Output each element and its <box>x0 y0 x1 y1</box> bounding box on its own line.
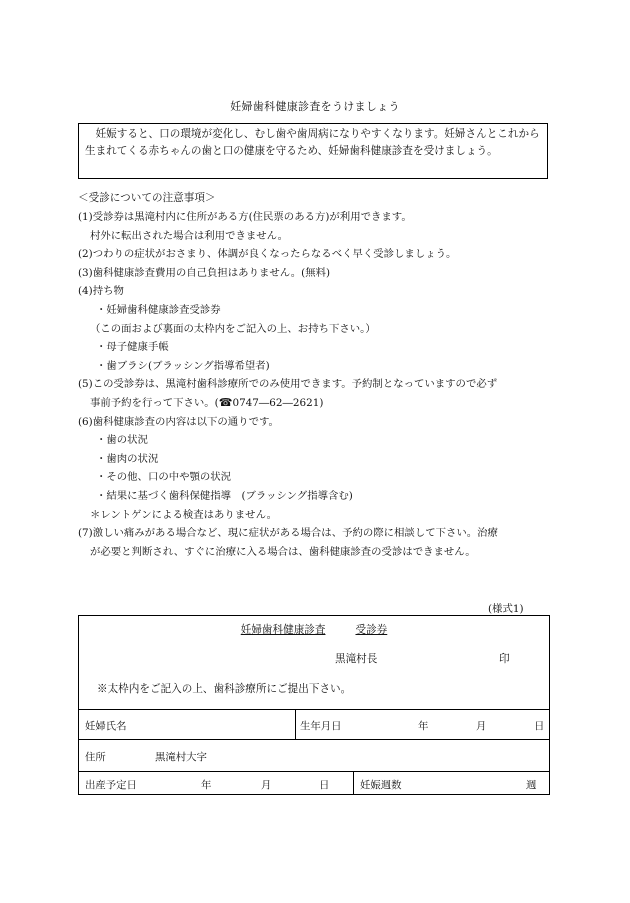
note-5: (5)この受診券は、黒滝村歯科診療所でのみ使用できます。予約制となっていますので必ず <box>78 378 498 391</box>
note-2: (2)つわりの症状がおさまり、体調が良くなったらなるべく早く受診しましょう。 <box>78 248 457 261</box>
note-6-xray: ＊レントゲンによる検査はありません。 <box>90 508 277 521</box>
name-label: 妊婦氏名 <box>85 720 127 732</box>
note-7: (7)激しい痛みがある場合など、現に症状がある場合は、予約の際に相談して下さい。治療 <box>78 527 498 540</box>
note-6-item-guidance: ・結果に基づく歯科保健指導 (ブラッシング指導含む) <box>96 489 353 502</box>
due-date-label: 出産予定日 <box>85 779 137 791</box>
note-4: (4)持ち物 <box>78 285 124 298</box>
note-7-detail: が必要と判断され、すぐに治療に入る場合は、歯科健康診査の受診はできません。 <box>90 545 476 558</box>
pregnancy-weeks-label: 妊娠週数 <box>360 779 402 791</box>
birthdate-label: 生年月日 <box>300 720 342 732</box>
row-address <box>79 739 549 771</box>
row-due-weeks <box>79 771 549 795</box>
note-4-item-handbook: ・母子健康手帳 <box>96 341 169 354</box>
pregnancy-weeks-field[interactable] <box>353 772 548 795</box>
note-1: (1)受診券は黒滝村内に住所がある方(住民票のある方)が利用できます。 <box>78 211 412 223</box>
note-6-item-other: ・その他、口の中や顎の状況 <box>96 471 232 484</box>
phone-number: 0747―62―2621) <box>232 396 324 409</box>
ticket-title-right: 受診券 <box>355 624 388 636</box>
row-name-birth <box>79 709 549 739</box>
birth-day-unit: 日 <box>534 720 545 732</box>
form-code: (様式1) <box>488 603 524 615</box>
note-4-item-ticket: ・妊婦歯科健康診査受診券 <box>96 303 221 316</box>
note-5-detail <box>78 394 558 413</box>
note-3: (3)歯科健康診査費用の自己負担はありません。(無料) <box>78 266 331 279</box>
notes-list <box>78 208 558 561</box>
note-4-item-ticket-detail: （この面および裏面の太枠内をご記入の上、お持ち下さい。） <box>90 322 376 335</box>
notes-heading: ＜受診についての注意事項＞ <box>78 192 216 204</box>
note-6-item-teeth: ・歯の状況 <box>96 434 148 447</box>
note-5-reservation-text: 事前予約を行って下さい。( <box>90 396 219 409</box>
note-4-item-toothbrush: ・歯ブラシ(ブラッシング指導希望者) <box>96 359 270 372</box>
address-field[interactable] <box>79 740 549 771</box>
due-day-unit: 日 <box>319 779 330 791</box>
birth-year-unit: 年 <box>418 720 429 732</box>
intro-box: 妊娠すると、口の環境が変化し、むし歯や歯周病になりやすくなります。妊婦さんとこれから生まれてくる赤ちゃんの歯と口の健康を守るため、妊婦歯科健康診査を受けましょう。 <box>78 123 548 179</box>
name-field[interactable] <box>79 710 295 739</box>
village-head: 黒滝村長 <box>335 653 378 665</box>
ticket-instruction: ※太枠内をご記入の上、歯科診療所にご提出下さい。 <box>97 683 352 695</box>
ticket-title-left: 妊婦歯科健康診査 <box>240 624 326 636</box>
note-6: (6)歯科健康診査の内容は以下の通りです。 <box>78 415 279 428</box>
seal-mark: 印 <box>499 653 510 665</box>
birth-month-unit: 月 <box>476 720 487 732</box>
address-label: 住所 <box>85 751 106 763</box>
note-1-detail: 村外に転出された場合は利用できません。 <box>90 229 289 242</box>
due-year-unit: 年 <box>201 779 212 791</box>
ticket-form <box>78 615 550 795</box>
due-date-field[interactable] <box>79 772 353 795</box>
week-unit: 週 <box>526 779 537 791</box>
phone-icon: ☎ <box>218 395 233 409</box>
birthdate-field[interactable] <box>295 710 548 739</box>
due-month-unit: 月 <box>261 779 272 791</box>
note-6-item-gums: ・歯肉の状況 <box>96 452 159 465</box>
page-title: 妊婦歯科健康診査をうけましょう <box>230 100 400 113</box>
address-value: 黒滝村大字 <box>155 751 207 763</box>
ticket-title <box>79 622 549 637</box>
